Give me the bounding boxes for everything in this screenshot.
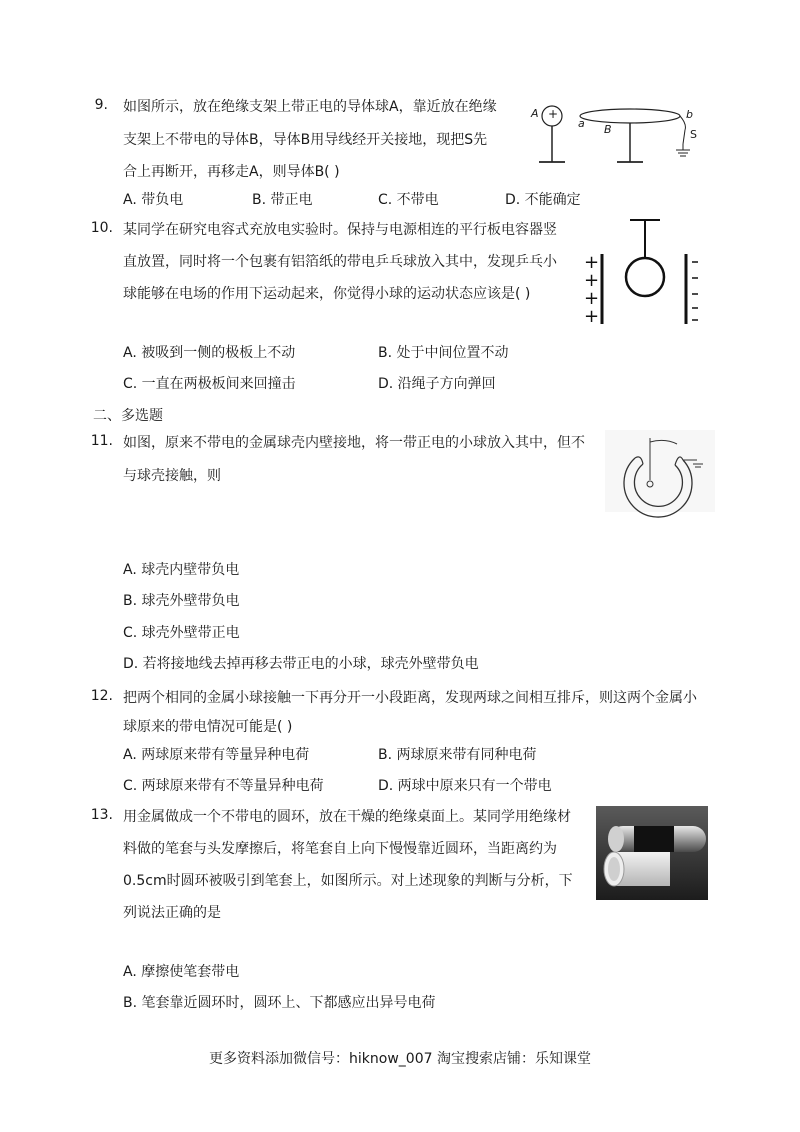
option-b: B. 球壳外壁带负电 <box>123 593 240 609</box>
figure-label-A: A <box>531 107 539 120</box>
option-d: D. 不能确定 <box>505 192 581 208</box>
question-text-line: 0.5cm时圆环被吸引到笔套上，如图所示。对上述现象的判断与分析，下 <box>123 873 573 889</box>
svg-text:+: + <box>584 270 600 291</box>
question-text-line: 球原来的带电情况可能是( ) <box>123 719 293 735</box>
option-a: A. 球壳内壁带负电 <box>123 562 240 578</box>
question-text-line: 料做的笔套与头发摩擦后，将笔套自上向下慢慢靠近圆环，当距离约为 <box>123 841 557 857</box>
question-text-line: 球能够在电场的作用下运动起来，你觉得小球的运动状态应该是( ) <box>123 286 531 302</box>
question-text-line: 某同学在研究电容式充放电实验时。保持与电源相连的平行板电容器竖 <box>123 222 557 238</box>
svg-text:+: + <box>584 306 600 327</box>
option-b: B. 笔套靠近圆环时，圆环上、下都感应出异号电荷 <box>123 995 436 1011</box>
option-d: D. 两球中原来只有一个带电 <box>378 778 552 794</box>
question-number: 13. <box>90 807 113 823</box>
question-text-line: 合上再断开，再移走A，则导体B( ) <box>123 164 340 180</box>
question-text-line: 如图所示，放在绝缘支架上带正电的导体球A，靠近放在绝缘 <box>123 99 497 115</box>
option-c: C. 一直在两极板间来回撞击 <box>123 376 296 392</box>
svg-text:+: + <box>584 252 600 273</box>
question-text-line: 与球壳接触，则 <box>123 468 221 484</box>
question-number: 12. <box>90 688 113 704</box>
question-number: 9. <box>94 97 108 113</box>
question-text-line: 支架上不带电的导体B，导体B用导线经开关接地，现把S先 <box>123 132 488 148</box>
figure-label-a: a <box>578 117 585 130</box>
option-a: A. 被吸到一侧的极板上不动 <box>123 345 296 361</box>
question-number: 10. <box>90 220 113 236</box>
question-number: 11. <box>90 433 113 449</box>
q10-figure <box>580 216 710 328</box>
option-b: B. 两球原来带有同种电荷 <box>378 747 537 763</box>
figure-label-plus: + <box>548 107 559 121</box>
question-text-line: 列说法正确的是 <box>123 905 221 921</box>
section-heading: 二、多选题 <box>93 408 163 424</box>
option-a: A. 带负电 <box>123 192 184 208</box>
figure-label-B: B <box>604 123 612 136</box>
figure-label-b: b <box>686 108 693 121</box>
option-d: D. 若将接地线去掉再移去带正电的小球，球壳外壁带负电 <box>123 656 479 672</box>
q11-figure <box>605 430 715 512</box>
figure-label-S: S <box>690 128 697 141</box>
option-b: B. 带正电 <box>252 192 313 208</box>
question-text-line: 用金属做成一个不带电的圆环，放在干燥的绝缘桌面上。某同学用绝缘材 <box>123 809 571 825</box>
q13-figure <box>596 806 708 900</box>
svg-text:+: + <box>584 288 600 309</box>
question-text-line: 把两个相同的金属小球接触一下再分开一小段距离，发现两球之间相互排斥，则这两个金属小 <box>123 690 697 706</box>
option-b: B. 处于中间位置不动 <box>378 345 509 361</box>
option-a: A. 摩擦使笔套带电 <box>123 964 240 980</box>
question-text-line: 如图，原来不带电的金属球壳内壁接地，将一带正电的小球放入其中，但不 <box>123 435 585 451</box>
option-c: C. 两球原来带有不等量异种电荷 <box>123 778 324 794</box>
option-c: C. 球壳外壁带正电 <box>123 625 240 641</box>
option-c: C. 不带电 <box>378 192 439 208</box>
page-footer: 更多资料添加微信号：hiknow_007 淘宝搜索店铺：乐知课堂 <box>209 1051 591 1067</box>
option-d: D. 沿绳子方向弹回 <box>378 376 496 392</box>
question-text-line: 直放置，同时将一个包裹有铝箔纸的带电乒乓球放入其中，发现乒乓小 <box>123 254 557 270</box>
option-a: A. 两球原来带有等量异种电荷 <box>123 747 310 763</box>
